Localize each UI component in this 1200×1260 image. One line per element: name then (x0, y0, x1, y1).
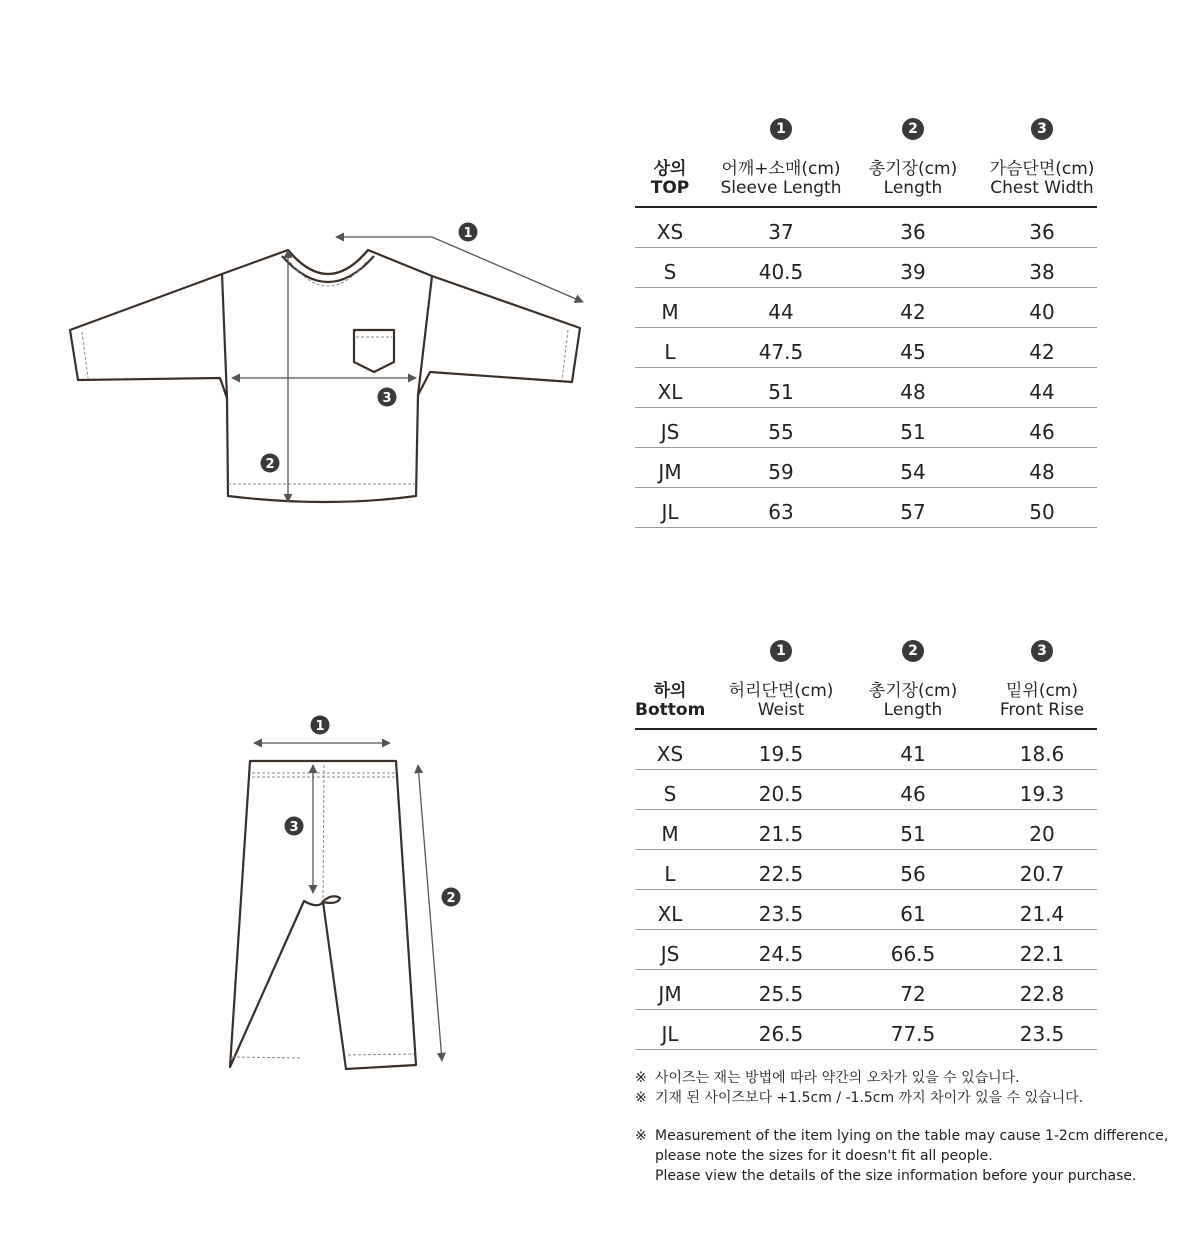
svg-text:3: 3 (289, 820, 299, 835)
table-header (635, 118, 1097, 208)
svg-text:2: 2 (446, 891, 456, 906)
value-cell: 66.5 (890, 942, 936, 966)
value-cell: 26.5 (758, 1022, 804, 1046)
value-cell: 22.1 (1019, 942, 1065, 966)
shirt-collar (288, 250, 368, 274)
column-number-badge: 1 (770, 118, 792, 140)
size-cell: S (663, 782, 677, 806)
top-size-table (635, 118, 1097, 528)
value-cell: 55 (768, 420, 794, 444)
marker-1-icon (311, 716, 330, 735)
value-cell: 23.5 (1019, 1022, 1065, 1046)
column-header-ko: 총기장(cm) (868, 159, 958, 179)
value-cell: 54 (900, 460, 926, 484)
note-ko (635, 1088, 1175, 1108)
svg-text:1: 1 (315, 719, 325, 734)
value-cell: 40.5 (758, 260, 804, 284)
value-cell: 20.7 (1019, 862, 1065, 886)
column-number-badge: 3 (1031, 118, 1053, 140)
marker-1-icon (459, 223, 478, 242)
size-cell: JL (661, 500, 679, 524)
value-cell: 61 (900, 902, 926, 926)
value-cell: 72 (900, 982, 926, 1006)
table-header (635, 640, 1097, 730)
value-cell: 20 (1029, 822, 1055, 846)
note-text: Measurement of the item lying on the table may cause 1-2cm difference, (655, 1128, 1169, 1144)
size-cell: XS (656, 220, 684, 244)
marker-2-icon (261, 454, 280, 473)
column-header-en: Weist (757, 700, 805, 720)
size-notes (635, 1068, 1175, 1186)
table-row (635, 850, 1097, 890)
value-cell: 42 (900, 300, 926, 324)
svg-text:2: 2 (265, 457, 275, 472)
value-cell: 59 (768, 460, 794, 484)
table-row (635, 208, 1097, 248)
column-header-ko: 어깨+소매(cm) (721, 159, 841, 179)
table-row (635, 730, 1097, 770)
value-cell: 51 (900, 822, 926, 846)
size-cell: JM (658, 460, 682, 484)
category-label-ko: 상의 (653, 159, 687, 179)
value-cell: 48 (1029, 460, 1055, 484)
note-text: 사이즈는 재는 방법에 따라 약간의 오차가 있을 수 있습니다. (655, 1070, 1020, 1086)
value-cell: 18.6 (1019, 742, 1065, 766)
value-cell: 20.5 (758, 782, 804, 806)
table-row (635, 1010, 1097, 1050)
reference-mark: ※ (635, 1128, 647, 1144)
value-cell: 36 (900, 220, 926, 244)
size-cell: L (664, 340, 676, 364)
category-label-en: TOP (650, 178, 690, 198)
column-number-badge: 1 (770, 640, 792, 662)
note-ko (635, 1068, 1175, 1088)
size-cell: XL (657, 380, 683, 404)
value-cell: 19.5 (758, 742, 804, 766)
size-cell: JS (660, 420, 680, 444)
bottom-size-table (635, 640, 1097, 1050)
value-cell: 46 (1029, 420, 1055, 444)
table-row (635, 810, 1097, 850)
column-number-badge: 2 (902, 640, 924, 662)
marker-2-icon (442, 888, 461, 907)
table-row (635, 288, 1097, 328)
value-cell: 21.4 (1019, 902, 1065, 926)
bottom-garment-diagram (200, 705, 480, 1075)
column-header-en: Length (883, 178, 943, 198)
column-number-badge: 2 (902, 118, 924, 140)
value-cell: 36 (1029, 220, 1055, 244)
column-header-ko: 가슴단면(cm) (989, 159, 1095, 179)
svg-text:1: 1 (463, 226, 473, 241)
note-text: 기재 된 사이즈보다 +1.5cm / -1.5cm 까지 차이가 있을 수 있습니다. (655, 1090, 1084, 1106)
value-cell: 56 (900, 862, 926, 886)
value-cell: 51 (768, 380, 794, 404)
size-cell: L (664, 862, 676, 886)
reference-mark: ※ (635, 1090, 647, 1106)
top-garment-diagram (60, 210, 600, 520)
value-cell: 41 (900, 742, 926, 766)
table-row (635, 368, 1097, 408)
value-cell: 23.5 (758, 902, 804, 926)
sleeve-length-arrow (336, 237, 583, 302)
value-cell: 25.5 (758, 982, 804, 1006)
value-cell: 21.5 (758, 822, 804, 846)
column-header-en: Front Rise (999, 700, 1085, 720)
value-cell: 47.5 (758, 340, 804, 364)
value-cell: 19.3 (1019, 782, 1065, 806)
size-cell: S (663, 260, 677, 284)
column-number-badge: 3 (1031, 640, 1053, 662)
table-row (635, 930, 1097, 970)
column-header-en: Length (883, 700, 943, 720)
size-cell: JM (658, 982, 682, 1006)
size-cell: M (661, 822, 679, 846)
table-row (635, 970, 1097, 1010)
value-cell: 39 (900, 260, 926, 284)
pants-outline (230, 761, 416, 1069)
size-cell: XS (656, 742, 684, 766)
reference-mark: ※ (635, 1070, 647, 1086)
table-row (635, 448, 1097, 488)
table-row (635, 328, 1097, 368)
table-row (635, 488, 1097, 528)
value-cell: 63 (768, 500, 794, 524)
note-text: Please view the details of the size information before your purchase. (655, 1168, 1137, 1184)
value-cell: 50 (1029, 500, 1055, 524)
value-cell: 22.8 (1019, 982, 1065, 1006)
note-text: please note the sizes for it doesn't fit all people. (655, 1148, 993, 1164)
value-cell: 48 (900, 380, 926, 404)
size-cell: JS (660, 942, 680, 966)
value-cell: 40 (1029, 300, 1055, 324)
shirt-pocket (354, 330, 394, 372)
category-label-en: Bottom (635, 700, 706, 720)
value-cell: 37 (768, 220, 794, 244)
value-cell: 51 (900, 420, 926, 444)
table-row (635, 890, 1097, 930)
table-row (635, 770, 1097, 810)
value-cell: 57 (900, 500, 926, 524)
marker-3-icon (285, 817, 304, 836)
column-header-ko: 총기장(cm) (868, 681, 958, 701)
size-cell: XL (657, 902, 683, 926)
table-row (635, 408, 1097, 448)
value-cell: 44 (768, 300, 794, 324)
size-cell: JL (661, 1022, 679, 1046)
value-cell: 22.5 (758, 862, 804, 886)
column-header-en: Sleeve Length (720, 178, 842, 198)
column-header-ko: 밑위(cm) (1005, 681, 1078, 701)
column-header-en: Chest Width (990, 178, 1094, 198)
value-cell: 24.5 (758, 942, 804, 966)
marker-3-icon (378, 388, 397, 407)
value-cell: 42 (1029, 340, 1055, 364)
value-cell: 77.5 (890, 1022, 936, 1046)
size-cell: M (661, 300, 679, 324)
value-cell: 45 (900, 340, 926, 364)
value-cell: 44 (1029, 380, 1055, 404)
column-header-ko: 허리단면(cm) (728, 681, 834, 701)
note-en (635, 1126, 1175, 1186)
shirt-outline (70, 250, 580, 502)
value-cell: 38 (1029, 260, 1055, 284)
category-label-ko: 하의 (653, 681, 687, 701)
svg-text:3: 3 (382, 391, 392, 406)
value-cell: 46 (900, 782, 926, 806)
table-row (635, 248, 1097, 288)
length-arrow (418, 765, 442, 1061)
